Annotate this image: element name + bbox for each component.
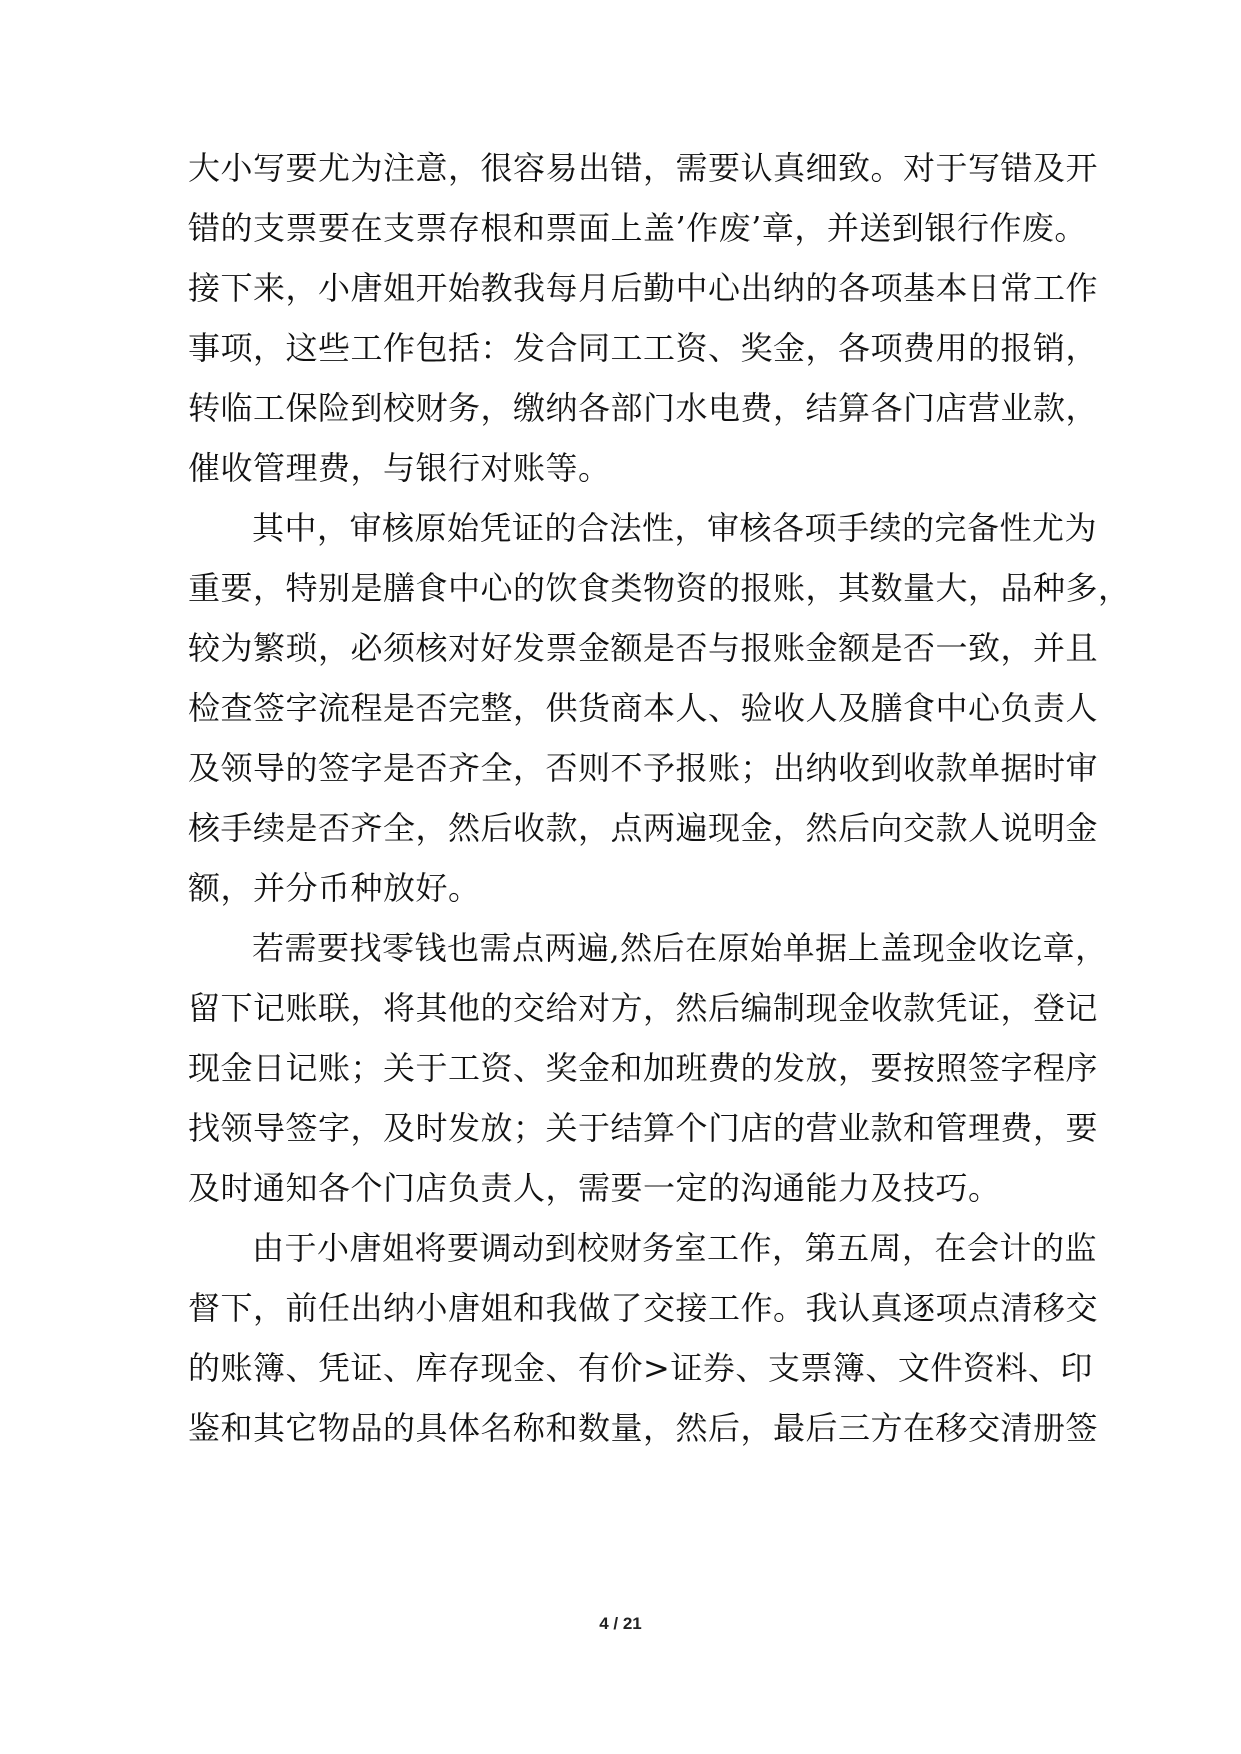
text-line: 及时通知各个门店负责人，需要一定的沟通能力及技巧。 — [188, 1169, 1001, 1207]
text-line: 重要，特别是膳食中心的饮食类物资的报账，其数量大，品种多， — [188, 569, 1131, 607]
text-line: 接下来，小唐姐开始教我每月后勤中心出纳的各项基本日常工作 — [188, 269, 1099, 307]
text-line: 额，并分币种放好。 — [188, 869, 481, 907]
text-line: 及领导的签字是否齐全，否则不予报账；出纳收到收款单据时审 — [188, 749, 1099, 787]
text-line: 督下，前任出纳小唐姐和我做了交接工作。我认真逐项点清移交 — [188, 1289, 1099, 1327]
text-line: 找领导签字，及时发放；关于结算个门店的营业款和管理费，要 — [188, 1109, 1099, 1147]
text-line: 较为繁琐，必须核对好发票金额是否与报账金额是否一致，并且 — [188, 629, 1099, 667]
text-line: 核手续是否齐全，然后收款，点两遍现金，然后向交款人说明金 — [188, 809, 1099, 847]
page-number: 4 / 21 — [599, 1614, 642, 1633]
text-line: 检查签字流程是否完整，供货商本人、验收人及膳食中心负责人 — [188, 689, 1099, 727]
text-line: 转临工保险到校财务，缴纳各部门水电费，结算各门店营业款， — [188, 389, 1099, 427]
text-line: 催收管理费，与银行对账等。 — [188, 449, 611, 487]
text-line: 错的支票要在支票存根和票面上盖’作废’章，并送到银行作废。 — [188, 209, 1087, 247]
text-line: 由于小唐姐将要调动到校财务室工作，第五周，在会计的监 — [252, 1229, 1098, 1267]
text-line: 若需要找零钱也需点两遍,然后在原始单据上盖现金收讫章， — [252, 929, 1108, 967]
text-line: 现金日记账；关于工资、奖金和加班费的发放，要按照签字程序 — [188, 1049, 1099, 1087]
text-line: 大小写要尤为注意，很容易出错，需要认真细致。对于写错及开 — [188, 149, 1099, 187]
text-line: 的账簿、凭证、库存现金、有价>证券、支票簿、文件资料、印 — [188, 1349, 1093, 1387]
text-line: 其中，审核原始凭证的合法性，审核各项手续的完备性尤为 — [252, 509, 1098, 547]
text-line: 留下记账联，将其他的交给对方，然后编制现金收款凭证，登记 — [188, 989, 1099, 1027]
text-line: 鉴和其它物品的具体名称和数量，然后，最后三方在移交清册签 — [188, 1409, 1099, 1447]
text-line: 事项，这些工作包括：发合同工工资、奖金，各项费用的报销， — [188, 329, 1099, 367]
